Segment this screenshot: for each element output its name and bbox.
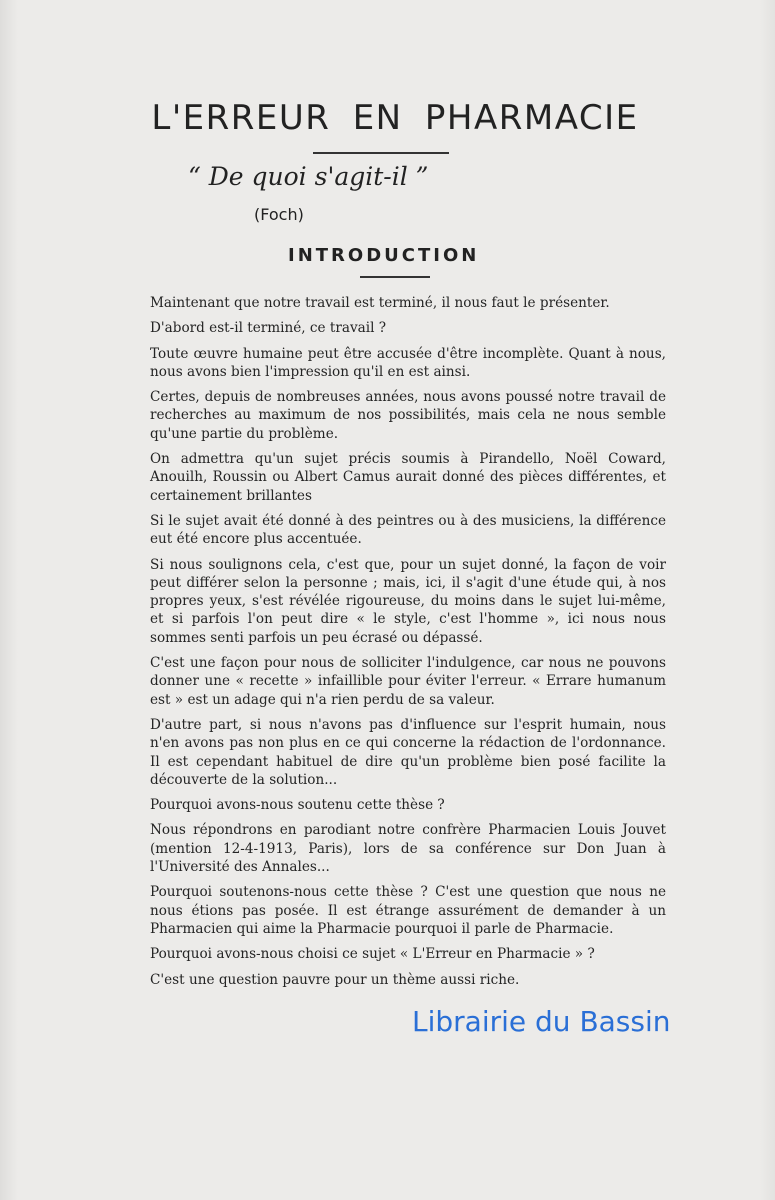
paragraph: Si le sujet avait été donné à des peintres ou à des musiciens, la différence eut été encore plus accentuée.	[150, 512, 666, 548]
paragraph: Nous répondrons en parodiant notre confrère Pharmacien Louis Jouvet (mention 12-4-1913, Paris), lors de sa conférence sur Don Juan à l'Université des Annales...	[150, 822, 666, 876]
paragraph: D'abord est-il terminé, ce travail ?	[150, 320, 387, 337]
paragraph: Pourquoi avons-nous soutenu cette thèse ?	[150, 797, 445, 814]
section-divider	[360, 276, 430, 278]
page-title: L'ERREUR EN PHARMACIE	[151, 98, 639, 138]
paragraph: Pourquoi soutenons-nous cette thèse ? C'est une question que nous ne nous étions pas posée. Il est étrange assurément de demander à un Pharmacien qui aime la Pharmacie pourquoi il parle de Pharmacie.	[150, 884, 666, 937]
paragraph: C'est une façon pour nous de solliciter l'indulgence, car nous ne pouvons donner une « recette » infaillible pour éviter l'erreur. « Errare humanum est » est un adage qui n'a rien perdu de sa valeur.	[150, 655, 666, 708]
paragraph: Certes, depuis de nombreuses années, nous avons poussé notre travail de recherches au maximum de nos possibilités, mais cela ne nous semble qu'une partie du problème.	[150, 389, 666, 442]
epigraph-author: (Foch)	[254, 205, 304, 224]
paragraph: Si nous soulignons cela, c'est que, pour un sujet donné, la façon de voir peut différer selon la personne ; mais, ici, il s'agit d'une étude qui, à nos propres yeux, s'est révélée rigoureuse, du moins dans le sujet lui-même, et si parfois l'on peut dire « le style, c'est l'homme », ici nous nous sommes senti parfois un peu écrasé ou dépassé.	[150, 556, 666, 646]
section-heading: INTRODUCTION	[288, 245, 480, 266]
paragraph: Pourquoi avons-nous choisi ce sujet « L'Erreur en Pharmacie » ?	[150, 946, 595, 963]
watermark: Librairie du Bassin	[412, 1005, 671, 1038]
title-divider	[313, 152, 449, 154]
paragraph: D'autre part, si nous n'avons pas d'influence sur l'esprit humain, nous n'en avons pas non plus en ce qui concerne la rédaction de l'ordonnance. Il est cependant habituel de dire qu'un problème bien posé facilite la découverte de la solution...	[150, 716, 666, 788]
paragraph: Toute œuvre humaine peut être accusée d'être incomplète. Quant à nous, nous avons bien l'impression qu'il en est ainsi.	[150, 345, 666, 380]
paragraph: C'est une question pauvre pour un thème aussi riche.	[150, 971, 520, 988]
body-text	[150, 294, 666, 996]
paragraph: On admettra qu'un sujet précis soumis à Pirandello, Noël Coward, Anouilh, Roussin ou Albert Camus aurait donné des pièces différentes, et certainement brillantes	[150, 451, 666, 504]
epigraph-quote: “ De quoi s'agit-il ”	[188, 162, 429, 191]
paragraph: Maintenant que notre travail est terminé, il nous faut le présenter.	[150, 295, 610, 311]
